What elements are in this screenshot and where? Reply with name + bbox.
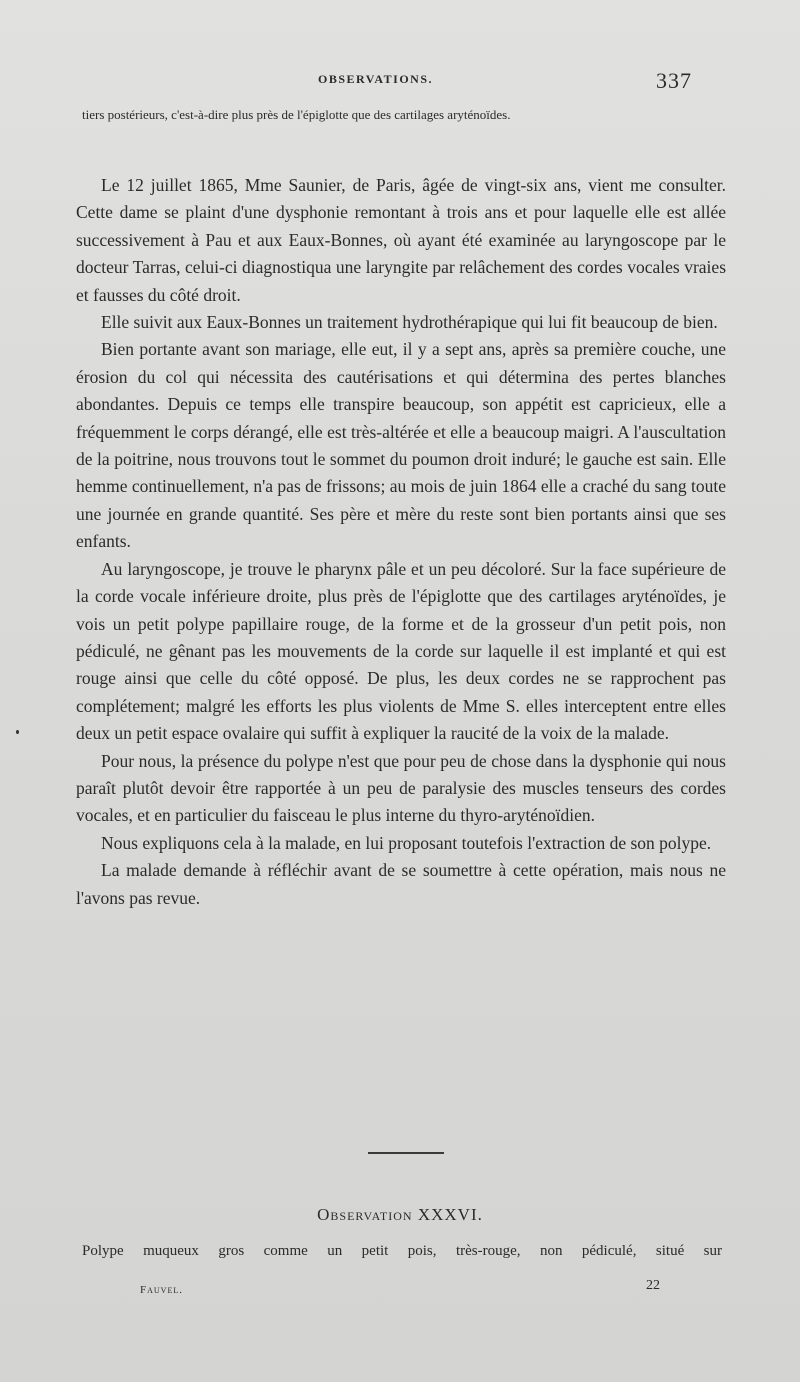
observation-body xyxy=(76,172,726,912)
carry-over-text: tiers postérieurs, c'est-à-dire plus près de l'épiglotte que des cartilages aryténoïdes. xyxy=(82,107,511,122)
observation-subtitle: Polype muqueux gros comme un petit pois, très-rouge, non pédiculé, situé sur xyxy=(82,1243,722,1259)
paragraph: La malade demande à réfléchir avant de se soumettre à cette opération, mais nous ne l'avons pas revue. xyxy=(76,860,726,908)
observation-title: Observation XXXVI. xyxy=(317,1205,483,1224)
page-footer xyxy=(0,1278,800,1302)
section-divider xyxy=(368,1152,444,1154)
running-title: OBSERVATIONS. xyxy=(318,72,434,86)
signature-number: 22 xyxy=(646,1278,660,1293)
paragraph: Elle suivit aux Eaux-Bonnes un traitement hydrothérapique qui lui fit beaucoup de bien. xyxy=(101,312,718,333)
paragraph: Au laryngoscope, je trouve le pharynx pâle et un peu décoloré. Sur la face supérieure de la corde vocale inférieure droite, plus près de l'épiglotte que des cartilages aryténoïdes, je vois un petit polype papillaire rouge, de la forme et de la grosseur d'un petit pois, non pédiculé, ne gênant pas les mouvements de la corde sur laquelle il est implanté et qui est rouge ainsi que celle du côté opposé. De plus, les deux cordes ne se rapprochent pas complétement; malgré les efforts les plus violents de Mme S. elles interceptent entre elles deux un petit espace ovalaire qui suffit à expliquer la raucité de la voix de la malade. xyxy=(76,558,726,744)
paragraph: Nous expliquons cela à la malade, en lui proposant toutefois l'extraction de son polype. xyxy=(101,832,712,853)
paragraph: Pour nous, la présence du polype n'est que pour peu de chose dans la dysphonie qui nous paraît plutôt devoir être rapportée à un peu de paralysie des muscles tenseurs des cordes vocales, et en particulier du faisceau le plus interne du thyro-aryténoïdien. xyxy=(76,750,726,826)
signature-mark: Fauvel. xyxy=(140,1284,183,1296)
page-number: 337 xyxy=(656,68,692,93)
ink-speck xyxy=(16,730,19,734)
paragraph: Bien portante avant son mariage, elle eut, il y a sept ans, après sa première couche, une érosion du col qui nécessita des cautérisations et qui détermina des pertes blanches abondantes. Depuis ce temps elle transpire beaucoup, son appétit est capricieux, elle a fréquemment le corps dérangé, elle est très-altérée et elle a beaucoup maigri. A l'auscultation de la poitrine, nous trouvons tout le sommet du poumon droit induré; le gauche est sain. Elle hemme continuellement, n'a pas de frissons; au mois de juin 1864 elle a craché du sang toute une journée en grande quantité. Ses père et mère du reste sont bien portants ainsi que ses enfants. xyxy=(76,339,726,552)
paragraph: Le 12 juillet 1865, Mme Saunier, de Paris, âgée de vingt-six ans, vient me consulter. Cette dame se plaint d'une dysphonie remontant à trois ans et pour laquelle elle est allée successivement à Pau et aux Eaux-Bonnes, où ayant été examinée au laryngoscope par le docteur Tarras, celui-ci diagnostiqua une laryngite par relâchement des cordes vocales vraies et fausses du côté droit. xyxy=(76,175,726,305)
page-header xyxy=(0,68,800,98)
